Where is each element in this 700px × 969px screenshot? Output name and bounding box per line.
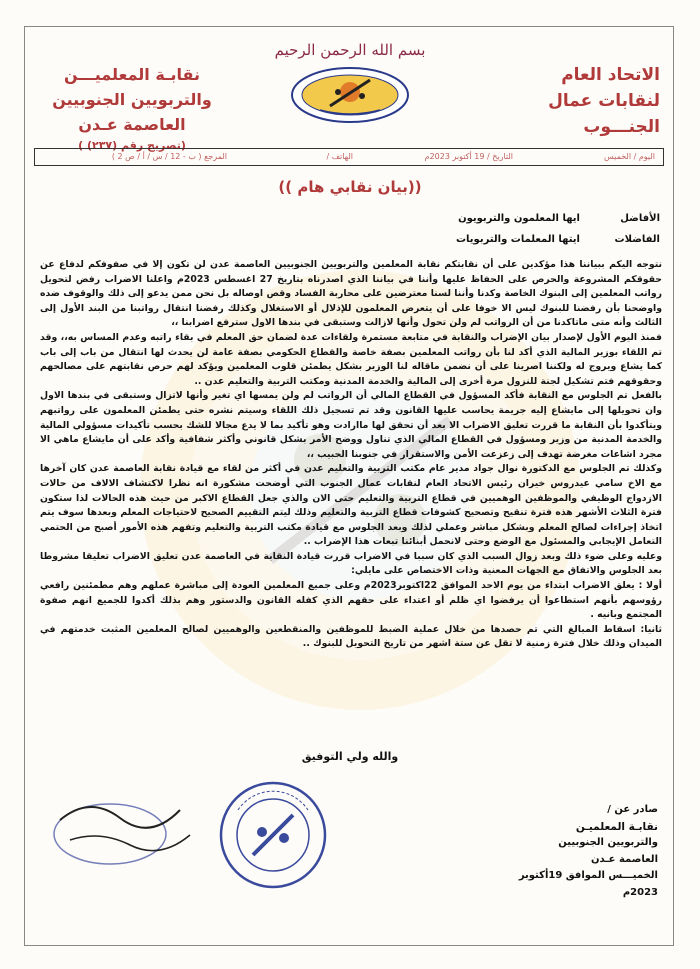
address-line-2a: ايتها المعلمات والتربويات bbox=[456, 234, 580, 245]
address-line-1b: الأفاضل bbox=[620, 213, 660, 224]
issuer-line: العاصمة عـدن bbox=[590, 853, 658, 865]
signature-icon bbox=[40, 790, 200, 870]
issuer-line: والتربويين الجنوبيين bbox=[558, 837, 658, 848]
body-paragraph: ثانيا: اسقاط المبالغ التي تم حصدها من خلال عملية الضبط للموظفين والمنقطعين والوهميين لصالح المعلمين المثبت خدمتهم في الميدان وذلك خلال فترة زمنية لا تقل عن ستة اشهر من تاريخ التحويل للبنوك .. bbox=[40, 623, 662, 650]
header-right-line: لنقابات عمال bbox=[548, 91, 660, 111]
info-date: التاريخ / 19 أكتوبر 2023م bbox=[424, 152, 513, 161]
basmala-calligraphy bbox=[274, 34, 426, 64]
header-union-name bbox=[500, 62, 660, 140]
info-bar bbox=[34, 148, 664, 166]
header-syndicate-name bbox=[42, 62, 222, 155]
address-line-1a: ايها المعلمون والتربويون bbox=[458, 213, 580, 224]
header-right-line: الاتحاد العام bbox=[561, 65, 660, 85]
issuer-line: صادر عن / bbox=[607, 804, 658, 815]
body-paragraph: وعليه وعلى ضوء ذلك وبعد زوال السبب الذي كان سببا في الاضراب قررت قيادة النقابة في العاصمة عدن تعليق الاضراب تعليقا مشروطا بعد الجلوس والاتفاق مع الجهات المعنية وذات الاختصاص على مايلي: bbox=[40, 550, 662, 577]
page-title: ((بيان نقابي هام )) bbox=[278, 178, 422, 196]
issuer-date: الخميـــس الموافق 19أكتوبر 2023م bbox=[518, 870, 658, 898]
address-line-2b: الفاضلات bbox=[614, 234, 660, 245]
body-paragraph: فمنذ اليوم الأول لإصدار بيان الإضراب والنقابة في متابعة مستمرة ولقاءات عدة لضمان حق المعلم في بقاء راتبه وعدم المساس به،، وقد تم اللقاء بوزير المالية الذي أكد لنا بأن رواتب المعلمين بصفة خاصة والقطاع الحكومي بصفة عامة لن يحدث لها انتقال من باب إلى باب كما يشاع ويروج له ولكننا اصرينا على أن نضمن ماقاله لنا الوزير بشكل يطمئن قلوب المعلمين ويؤكد لهم حرص نقابتهم على مصالحهم وحقوقهم فتم تشكيل لجنة للنزول مرة أخرى إلى المالية والخدمة المدنية ومكتب التربية والتعليم عدن .. bbox=[40, 331, 662, 387]
header-right-line: الجنـــوب bbox=[583, 117, 660, 137]
header-permit-number: (تصريح رقم (٢٣٧) ) bbox=[78, 139, 186, 152]
header-left-line: نقابـة المعلميـــن bbox=[63, 65, 201, 84]
closing-phrase: والله ولي التوفيق bbox=[301, 750, 399, 763]
union-logo-icon bbox=[290, 66, 410, 124]
body-paragraph: بالفعل تم الجلوس مع النقابة فأكد المسؤول في القطاع المالي أن الرواتب لم ولن يمسها اي تغير وأنها لاتزال وستبقى في بندها الاول وان تحويلها إلى مايشاع إليه جريمة يحاسب عليها القانون وقد تم تسجيل ذلك اللقاء وسيتم نشره حتى يطمئن المعلمون على رواتبهم ويتأكدوا بأن النقابة ما قررت تعليق الاضراب الا بعد أن تحقق لها ماارادت وهو تأكيد بما لا يدع مجالا للشك بحسب تأكيدات مسؤولي المالية والخدمة المدنية من وزير ومسؤول في القطاع المالي الذي تناول ووضح الأمر بشكل قانوني وأكثر شفافية وأكد على أن مايشاع ماهي الا مجرد اشاعات مغرضة تهدف إلى زعزعت الأمن والاستقرار في جنوبنا الحبيب ،، bbox=[40, 390, 662, 460]
issuer-block bbox=[518, 802, 658, 901]
body-paragraph: وكذلك تم الجلوس مع الدكتورة نوال جواد مدير عام مكتب التربية والتعليم عدن في أكثر من لقاء مع قيادة نقابة العاصمة عدن كان آخرها مع الاخ سامي عيدروس خيران رئيس الاتحاد العام لنقابات عمال الجنوب التي أوضحت مشكورة انه نظرا لاكتشاف الالاف من حالات الازدواج الوظيفي والموظفين الوهميين في قطاع التربية والتعليم حتى الان والذي جعل القطاع الاكبر من حيث هذه الحالات لذا ستكون فترة الثلاث الأشهر هذه فترة تنقيح وتصحيح كشوفات قطاع التربية والتعليم وذلك ليتم التقييم الصحيح لاحتياجات المعلم وبعدها سوف يتم اتخاذ إجراءات لصالح المعلم وبشكل مباشر وعملي لذلك وبعد الجلوس مع قيادة مكتب التربية والتعليم وتفهم هذه الأمور أصبح من الحتمي التعامل الإيجابي والمسئول مع الوضع وحتى لانحمل أبنائنا تبعات هذا الإضراب .. bbox=[40, 463, 662, 548]
info-reference: المرجع ( ب - 12 / س / أ / ص 2 ) bbox=[111, 152, 227, 161]
body-paragraph: أولا : يعلق الاضراب ابتداء من يوم الاحد الموافق 22اكتوبر2023م وعلى جميع المعلمين العودة إلى مباشرة عملهم وهم مطمئنين رافعي رؤوسهم بأنهم استطاعوا أن يرفضوا اي ظلم أو اعتداء على حقهم الذي كفله القانون والدستور وهم بذلك أكدوا للجميع انهم صفوة المجتمع وبانيه . bbox=[40, 580, 662, 621]
header-left-line: العاصمة عـدن bbox=[78, 115, 186, 134]
official-stamp-icon bbox=[218, 780, 328, 890]
issuer-line: نقابـة المعلميـن bbox=[575, 820, 658, 833]
body-paragraph: نتوجه اليكم ببياننا هذا مؤكدين على أن نقابتكم نقابة المعلمين والتربويين الجنوبيين العاصمة عدن لن تكون إلا في صفوفكم لدفاع عن حقوقكم المشروعة والحرص على الحفاظ عليها وأننا في بياننا الذي اصدرناه بتاريخ 27 اغسطس 2023م واعلنا الاضراب رفض لتحويل رواتب المعلمين إلى البنوك الخاصة وكدنا وأننا لسنا معترضين على محاربة الفساد وقص اوصاله بل نحن ممن يدعو إلى ذلك والوقوف ضده واوضحنا بأن رفضنا للبنوك ليس الا خوفا على أن يتعرض المعلمون للإذلال أو الاستغلال وكذلك رفضنا انتقال رواتبنا من البند الأول إلى الثالث وأنه متى ماتاكدنا من أن الرواتب لم ولن تحول وأنها لازالت وستبقى في بندها الاول سترفع اضرابنا ،، bbox=[40, 259, 663, 329]
header-left-line: والتربويين الجنوبيين bbox=[52, 90, 212, 109]
info-phone: الهاتف / bbox=[326, 152, 353, 161]
statement-body bbox=[40, 258, 662, 652]
info-day: اليوم / الخميس bbox=[603, 152, 655, 161]
basmala-text: بسم الله الرحمن الرحيم bbox=[274, 41, 426, 59]
